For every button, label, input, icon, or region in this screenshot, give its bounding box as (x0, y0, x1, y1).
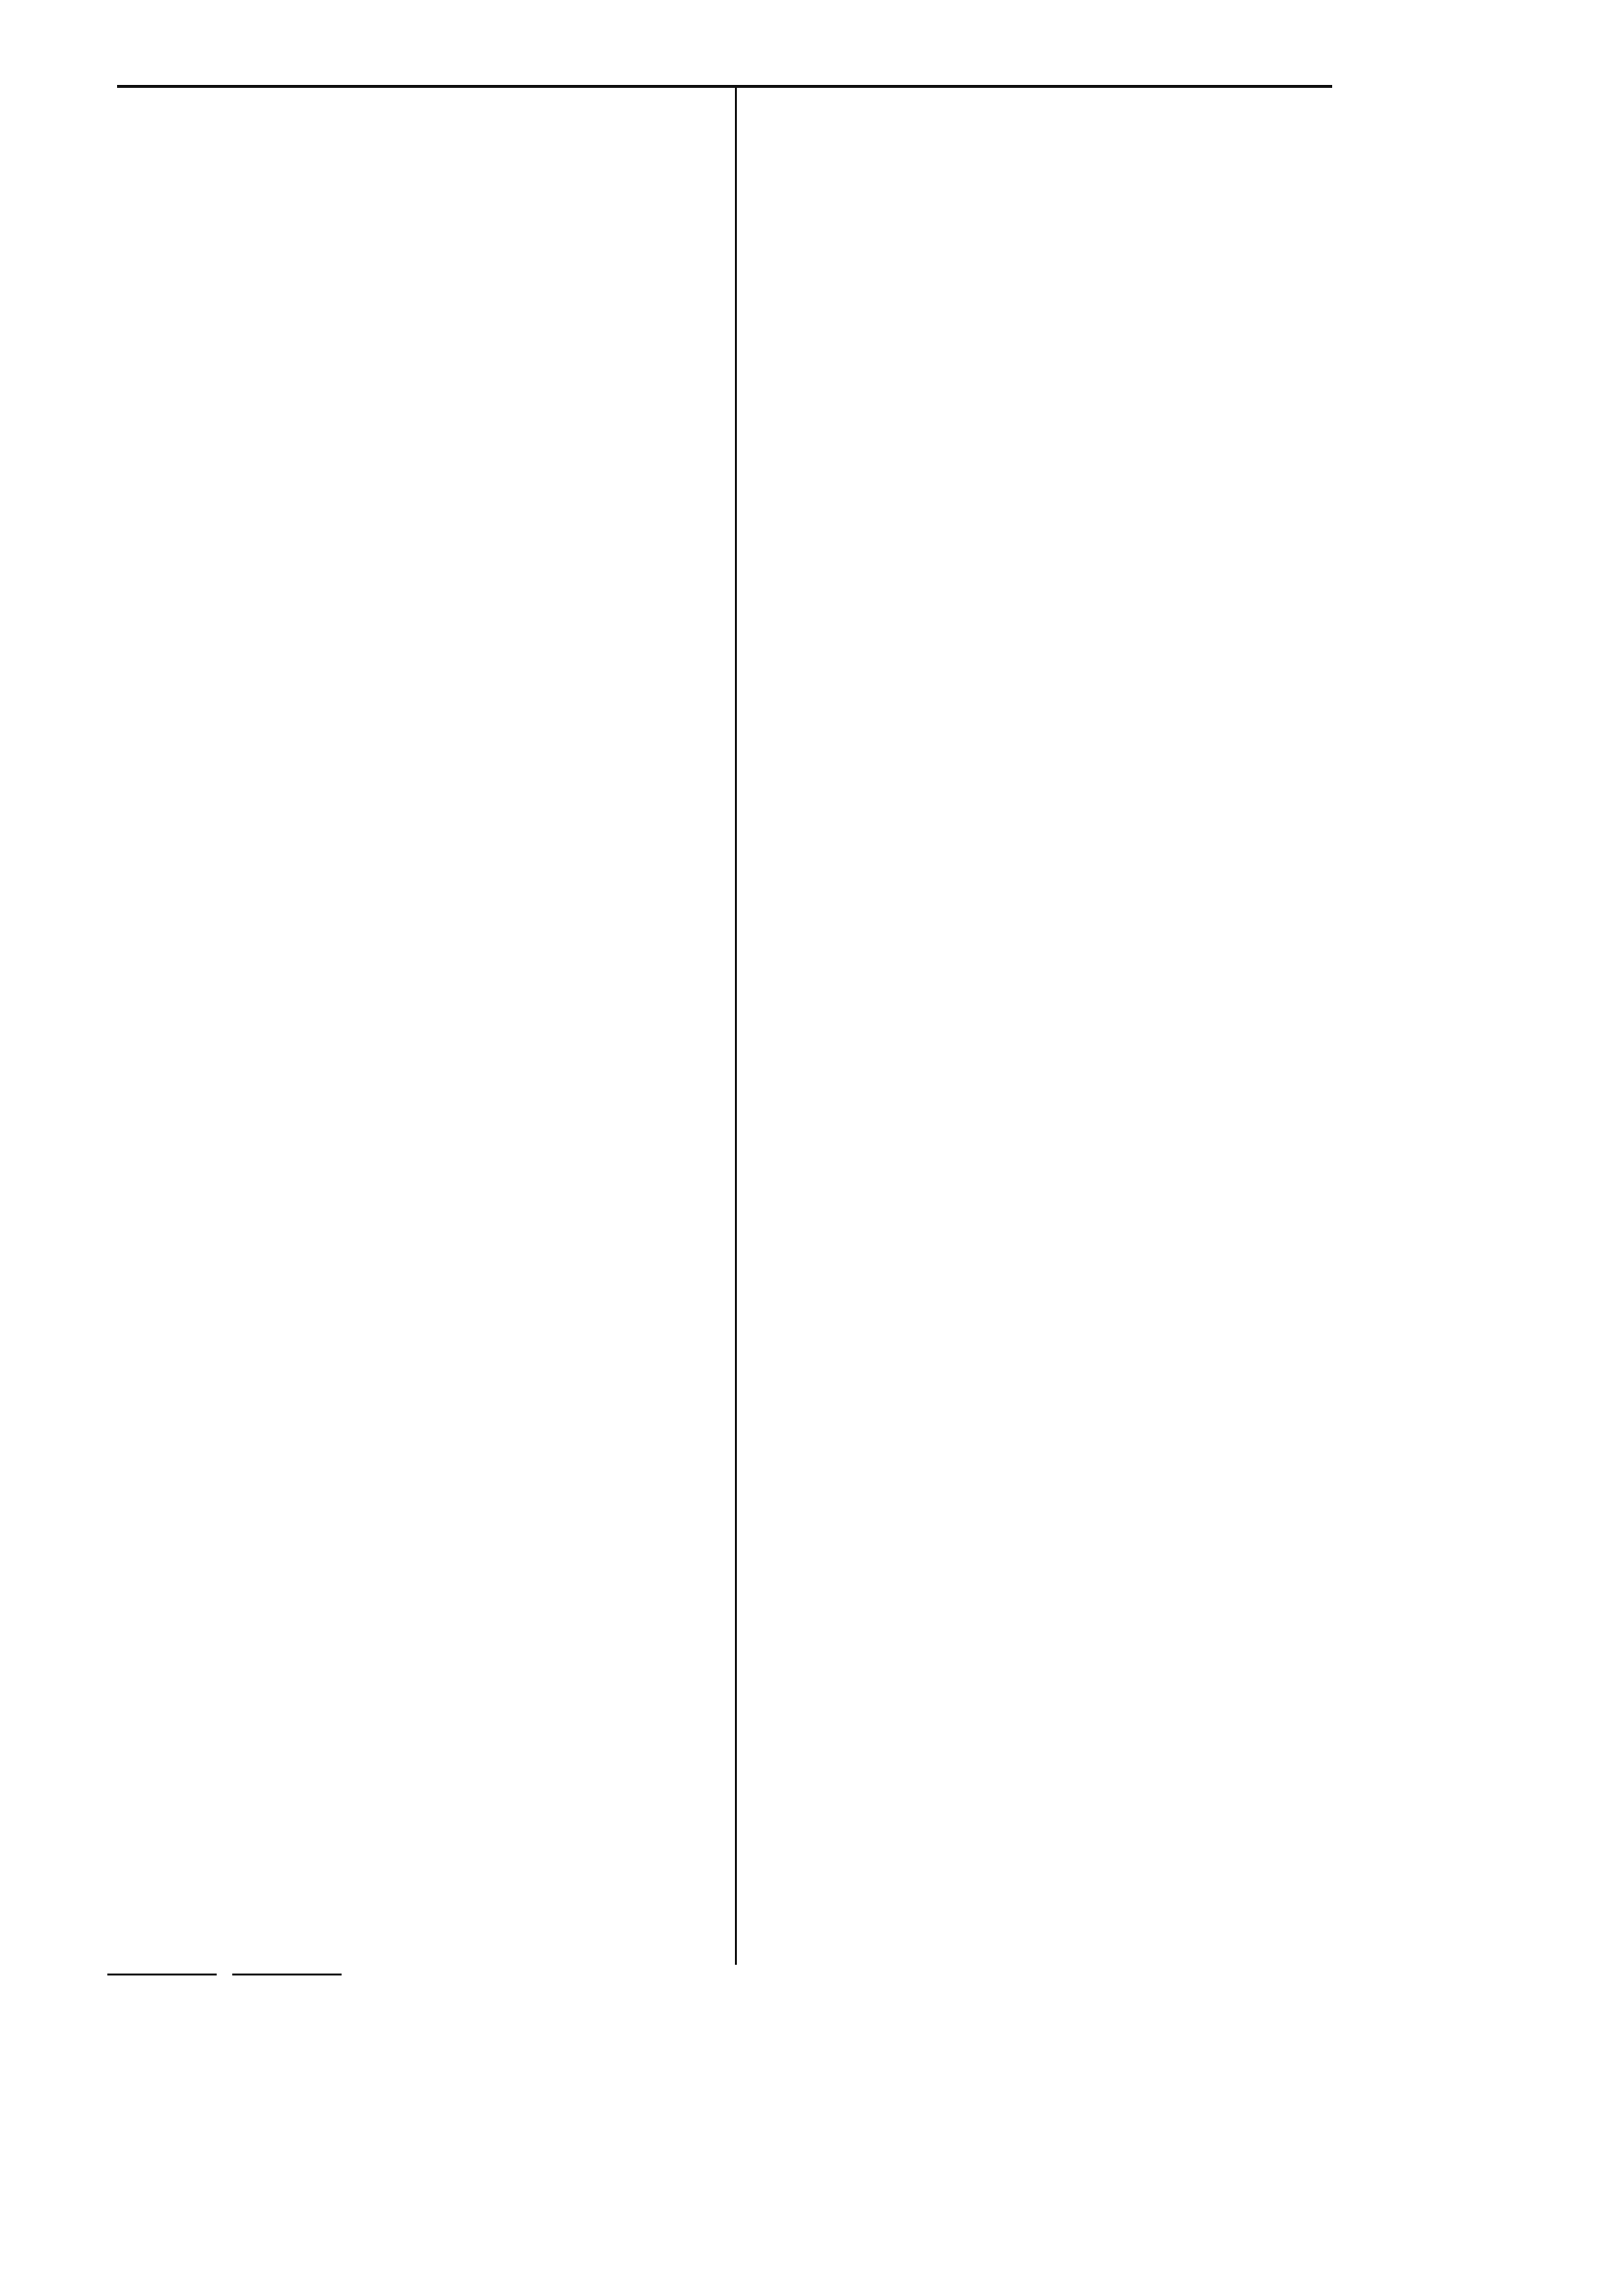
footer-division-line (107, 1977, 1337, 1979)
title-rule (117, 85, 1332, 88)
column-divider (735, 86, 737, 1965)
footer-rule-right (232, 1974, 342, 1975)
footer-rule-left (107, 1974, 217, 1975)
